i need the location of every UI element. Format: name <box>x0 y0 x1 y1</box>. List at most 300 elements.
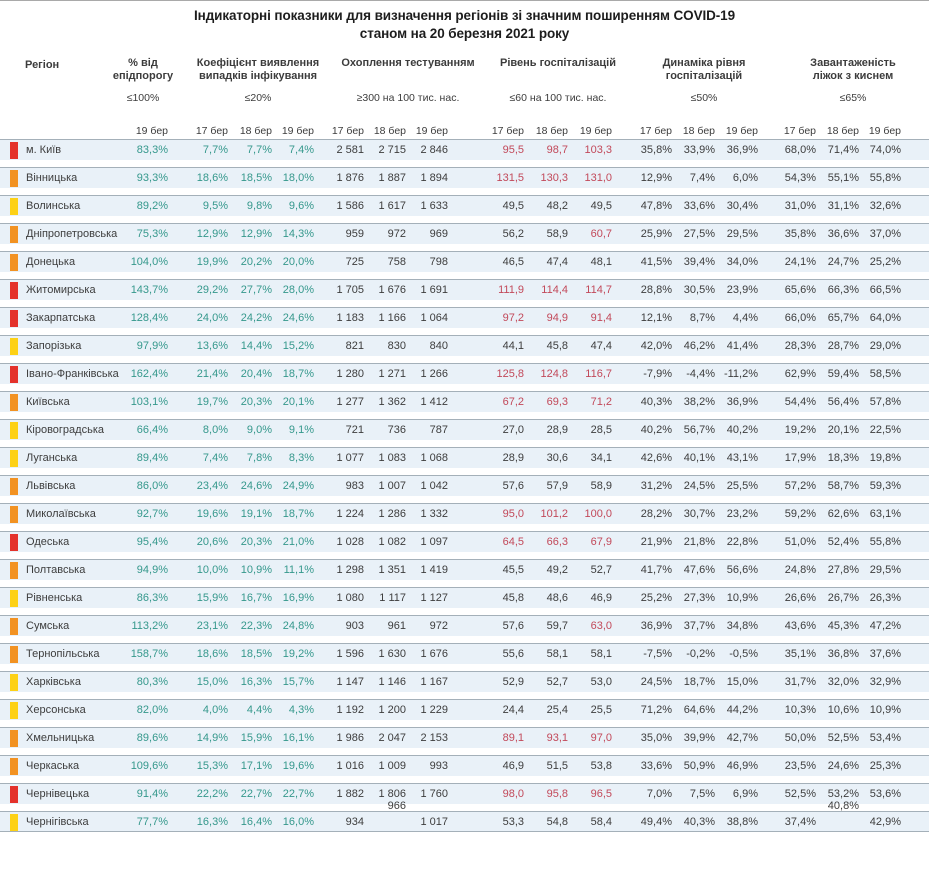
cell-testing-coverage: 821 <box>345 340 364 352</box>
cell-testing-coverage: 1 042 <box>420 480 448 492</box>
cell-detection-coef: 19,1% <box>240 508 272 520</box>
region-name: Чернівецька <box>26 788 90 800</box>
cell-detection-coef: 9,6% <box>288 200 314 212</box>
cell-epid-threshold-pct: 92,7% <box>136 508 168 520</box>
cell-epid-threshold-pct: 94,9% <box>136 564 168 576</box>
cell-detection-coef: 23,1% <box>196 620 228 632</box>
table-row <box>0 587 929 608</box>
cell-testing-coverage: 1 016 <box>336 760 364 772</box>
cell-oxygen-bed-occupancy: 19,8% <box>869 452 901 464</box>
cell-hospitalization-level: 24,4 <box>502 704 524 716</box>
cell-oxygen-bed-occupancy: 51,0% <box>784 536 816 548</box>
date-coef-19: 19 бер <box>281 125 314 137</box>
cell-hospitalization-level: 25,4 <box>546 704 568 716</box>
cell-hospitalization-dynamics: 24,5% <box>683 480 715 492</box>
threshold-bed: ≤65% <box>839 92 867 104</box>
cell-testing-coverage: 1 028 <box>336 536 364 548</box>
region-cell <box>0 504 130 525</box>
cell-hospitalization-dynamics: 36,9% <box>726 396 758 408</box>
cell-epid-threshold-pct: 77,7% <box>136 816 168 828</box>
region-name: Волинська <box>26 200 81 212</box>
cell-hospitalization-dynamics: 42,0% <box>640 340 672 352</box>
cell-hospitalization-level: 96,5 <box>590 788 612 800</box>
cell-hospitalization-level: 114,4 <box>541 284 568 296</box>
cell-testing-coverage: 1 894 <box>420 172 448 184</box>
date-test-19: 19 бер <box>415 125 448 137</box>
cell-oxygen-bed-occupancy: 22,5% <box>869 424 901 436</box>
cell-oxygen-bed-occupancy: 55,8% <box>869 536 901 548</box>
cell-oxygen-bed-occupancy: 23,5% <box>784 760 816 772</box>
region-cell <box>0 756 130 777</box>
cell-detection-coef: 22,2% <box>196 788 228 800</box>
cell-detection-coef: 21,4% <box>196 368 228 380</box>
cell-hospitalization-dynamics: 23,2% <box>726 508 758 520</box>
cell-epid-threshold-pct: 89,2% <box>136 200 168 212</box>
cell-detection-coef: 24,0% <box>196 312 228 324</box>
cell-oxygen-bed-occupancy: 57,2% <box>784 480 816 492</box>
cell-oxygen-bed-occupancy: 58,7% <box>827 480 859 492</box>
cell-testing-coverage: 2 846 <box>420 144 448 156</box>
cell-hospitalization-dynamics: 56,6% <box>726 564 758 576</box>
cell-detection-coef: 8,0% <box>202 424 228 436</box>
date-hosp-19: 19 бер <box>579 125 612 137</box>
cell-detection-coef: 19,9% <box>196 256 228 268</box>
cell-hospitalization-dynamics: 35,8% <box>640 144 672 156</box>
cell-testing-coverage: 1 082 <box>378 536 406 548</box>
cell-epid-threshold-pct: 128,4% <box>130 312 168 324</box>
cell-testing-coverage: 1 117 <box>379 592 406 604</box>
cell-hospitalization-level: 103,3 <box>584 144 612 156</box>
group-title-bed: Завантаженість ліжок з киснем <box>810 57 896 82</box>
cell-oxygen-bed-occupancy: 47,2% <box>869 620 901 632</box>
table-row <box>0 615 929 636</box>
cell-oxygen-bed-occupancy: 53,6% <box>869 788 901 800</box>
cell-detection-coef: 20,6% <box>196 536 228 548</box>
row-status-marker <box>10 758 18 775</box>
cell-testing-coverage: 1 009 <box>378 760 406 772</box>
table-row <box>0 167 929 188</box>
cell-hospitalization-level: 53,0 <box>590 676 612 688</box>
date-test-18: 18 бер <box>373 125 406 137</box>
region-cell <box>0 644 130 665</box>
cell-epid-threshold-pct: 83,3% <box>136 144 168 156</box>
cell-testing-coverage: 966 <box>387 800 406 812</box>
cell-testing-coverage: 1 183 <box>336 312 364 324</box>
cell-detection-coef: 12,9% <box>240 228 272 240</box>
cell-detection-coef: 7,7% <box>202 144 228 156</box>
cell-epid-threshold-pct: 95,4% <box>136 536 168 548</box>
cell-epid-threshold-pct: 86,0% <box>136 480 168 492</box>
region-name: Чернігівська <box>26 816 89 828</box>
cell-oxygen-bed-occupancy: 26,3% <box>869 592 901 604</box>
cell-detection-coef: 7,4% <box>288 144 314 156</box>
cell-oxygen-bed-occupancy: 71,4% <box>827 144 859 156</box>
cell-oxygen-bed-occupancy: 19,2% <box>784 424 816 436</box>
cell-detection-coef: 19,6% <box>282 760 314 772</box>
cell-detection-coef: 20,4% <box>240 368 272 380</box>
cell-testing-coverage: 1 127 <box>420 592 448 604</box>
cell-oxygen-bed-occupancy: 24,8% <box>784 564 816 576</box>
cell-hospitalization-dynamics: 41,5% <box>640 256 672 268</box>
row-status-marker <box>10 478 18 495</box>
table-row <box>0 559 929 580</box>
cell-hospitalization-dynamics: -0,5% <box>729 648 758 660</box>
cell-detection-coef: 9,8% <box>246 200 272 212</box>
region-name: Київська <box>26 396 70 408</box>
cell-hospitalization-dynamics: 33,6% <box>683 200 715 212</box>
date-row <box>0 125 929 137</box>
cell-hospitalization-level: 131,0 <box>584 172 612 184</box>
threshold-hosp: ≤60 на 100 тис. нас. <box>509 92 607 104</box>
cell-testing-coverage: 972 <box>429 620 448 632</box>
cell-hospitalization-dynamics: 28,8% <box>640 284 672 296</box>
cell-detection-coef: 8,3% <box>288 452 314 464</box>
cell-testing-coverage: 1 412 <box>420 396 448 408</box>
row-status-marker <box>10 562 18 579</box>
cell-hospitalization-level: 28,9 <box>546 424 568 436</box>
cell-hospitalization-dynamics: -11,2% <box>723 368 758 380</box>
cell-testing-coverage: 1 586 <box>336 200 364 212</box>
cell-hospitalization-level: 111,9 <box>498 284 524 296</box>
cell-hospitalization-dynamics: 40,3% <box>640 396 672 408</box>
cell-detection-coef: 19,6% <box>196 508 228 520</box>
cell-detection-coef: 24,8% <box>282 620 314 632</box>
cell-hospitalization-dynamics: 25,5% <box>726 480 758 492</box>
row-status-marker <box>10 142 18 159</box>
cell-detection-coef: 15,7% <box>282 676 314 688</box>
cell-detection-coef: 4,0% <box>202 704 228 716</box>
cell-hospitalization-level: 98,7 <box>546 144 568 156</box>
cell-detection-coef: 14,3% <box>282 228 314 240</box>
cell-oxygen-bed-occupancy: 35,8% <box>784 228 816 240</box>
cell-detection-coef: 27,7% <box>240 284 272 296</box>
cell-oxygen-bed-occupancy: 25,3% <box>869 760 901 772</box>
cell-testing-coverage: 1 146 <box>378 676 406 688</box>
cell-oxygen-bed-occupancy: 29,5% <box>869 564 901 576</box>
cell-hospitalization-level: 46,9 <box>502 760 524 772</box>
cell-detection-coef: 19,2% <box>282 648 314 660</box>
cell-testing-coverage: 983 <box>345 480 364 492</box>
cell-hospitalization-dynamics: 30,7% <box>683 508 715 520</box>
region-name: Луганська <box>26 452 78 464</box>
cell-hospitalization-level: 69,3 <box>546 396 568 408</box>
row-status-marker <box>10 394 18 411</box>
cell-detection-coef: 9,5% <box>202 200 228 212</box>
table-row <box>0 139 929 160</box>
cell-hospitalization-level: 95,5 <box>502 144 524 156</box>
cell-hospitalization-level: 49,5 <box>590 200 612 212</box>
cell-hospitalization-level: 67,9 <box>590 536 612 548</box>
threshold-coef: ≤20% <box>244 92 272 104</box>
cell-detection-coef: 14,9% <box>196 732 228 744</box>
table-row <box>0 783 929 804</box>
cell-oxygen-bed-occupancy: 27,8% <box>827 564 859 576</box>
region-cell <box>0 252 130 273</box>
region-cell <box>0 812 130 833</box>
row-status-marker <box>10 618 18 635</box>
cell-hospitalization-dynamics: 38,8% <box>726 816 758 828</box>
cell-testing-coverage: 1 362 <box>378 396 406 408</box>
cell-oxygen-bed-occupancy: 10,6% <box>827 704 859 716</box>
row-status-marker <box>10 198 18 215</box>
cell-testing-coverage: 758 <box>387 256 406 268</box>
cell-hospitalization-dynamics: 6,9% <box>732 788 758 800</box>
cell-oxygen-bed-occupancy: 40,8% <box>827 800 859 812</box>
cell-hospitalization-level: 57,6 <box>502 620 524 632</box>
table-row <box>0 251 929 272</box>
region-name: Закарпатська <box>26 312 96 324</box>
cell-epid-threshold-pct: 158,7% <box>130 648 168 660</box>
cell-hospitalization-level: 48,6 <box>546 592 568 604</box>
cell-hospitalization-dynamics: 30,4% <box>726 200 758 212</box>
row-status-marker <box>10 730 18 747</box>
cell-hospitalization-dynamics: 12,9% <box>640 172 672 184</box>
cell-detection-coef: 23,4% <box>196 480 228 492</box>
cell-testing-coverage: 1 676 <box>420 648 448 660</box>
row-status-marker <box>10 254 18 271</box>
cell-oxygen-bed-occupancy: 55,1% <box>827 172 859 184</box>
cell-oxygen-bed-occupancy: 37,0% <box>869 228 901 240</box>
cell-detection-coef: 22,7% <box>240 788 272 800</box>
cell-hospitalization-level: 28,9 <box>502 452 524 464</box>
cell-hospitalization-level: 52,7 <box>590 564 612 576</box>
date-dyn-18: 18 бер <box>682 125 715 137</box>
threshold-epid: ≤100% <box>126 92 160 104</box>
cell-hospitalization-level: 97,0 <box>590 732 612 744</box>
cell-hospitalization-dynamics: 50,9% <box>683 760 715 772</box>
cell-oxygen-bed-occupancy: 59,3% <box>869 480 901 492</box>
cell-hospitalization-dynamics: 31,2% <box>640 480 672 492</box>
date-dyn-19: 19 бер <box>725 125 758 137</box>
cell-testing-coverage: 1 760 <box>420 788 448 800</box>
cell-testing-coverage: 1 097 <box>420 536 448 548</box>
cell-detection-coef: 4,3% <box>288 704 314 716</box>
cell-oxygen-bed-occupancy: 17,9% <box>784 452 816 464</box>
date-hosp-18: 18 бер <box>535 125 568 137</box>
region-cell <box>0 588 130 609</box>
table-row <box>0 335 929 356</box>
cell-oxygen-bed-occupancy: 10,3% <box>784 704 816 716</box>
cell-hospitalization-dynamics: 12,1% <box>640 312 672 324</box>
cell-hospitalization-dynamics: 27,3% <box>683 592 715 604</box>
cell-epid-threshold-pct: 93,3% <box>136 172 168 184</box>
region-name: Рівненська <box>26 592 83 604</box>
cell-oxygen-bed-occupancy: 59,2% <box>784 508 816 520</box>
cell-testing-coverage: 959 <box>345 228 364 240</box>
cell-testing-coverage: 787 <box>429 424 448 436</box>
cell-detection-coef: 9,0% <box>246 424 272 436</box>
cell-detection-coef: 16,7% <box>240 592 272 604</box>
cell-testing-coverage: 1 876 <box>336 172 364 184</box>
cell-hospitalization-level: 25,5 <box>590 704 612 716</box>
cell-hospitalization-dynamics: 34,8% <box>726 620 758 632</box>
cell-oxygen-bed-occupancy: 32,0% <box>827 676 859 688</box>
cell-hospitalization-dynamics: 41,7% <box>640 564 672 576</box>
cell-detection-coef: 15,3% <box>196 760 228 772</box>
table-row <box>0 643 929 664</box>
cell-detection-coef: 20,2% <box>240 256 272 268</box>
cell-hospitalization-dynamics: -7,5% <box>643 648 672 660</box>
cell-hospitalization-dynamics: 30,5% <box>683 284 715 296</box>
cell-epid-threshold-pct: 109,6% <box>130 760 168 772</box>
report-title-line2: станом на 20 березня 2021 року <box>359 26 570 41</box>
cell-oxygen-bed-occupancy: 65,7% <box>827 312 859 324</box>
region-cell <box>0 476 130 497</box>
region-cell <box>0 448 130 469</box>
cell-detection-coef: 11,1% <box>283 564 314 576</box>
region-name: Вінницька <box>26 172 78 184</box>
cell-testing-coverage: 2 581 <box>336 144 364 156</box>
cell-testing-coverage: 1 166 <box>378 312 406 324</box>
table-row <box>0 419 929 440</box>
cell-epid-threshold-pct: 103,1% <box>130 396 168 408</box>
cell-hospitalization-level: 53,3 <box>502 816 524 828</box>
cell-oxygen-bed-occupancy: 62,6% <box>827 508 859 520</box>
cell-hospitalization-level: 45,8 <box>546 340 568 352</box>
cell-oxygen-bed-occupancy: 68,0% <box>784 144 816 156</box>
cell-detection-coef: 24,6% <box>240 480 272 492</box>
region-name: Дніпропетровська <box>26 228 118 240</box>
region-cell <box>0 336 130 357</box>
cell-oxygen-bed-occupancy: 31,0% <box>784 200 816 212</box>
cell-hospitalization-level: 60,7 <box>590 228 612 240</box>
cell-testing-coverage: 725 <box>345 256 364 268</box>
cell-testing-coverage: 1 083 <box>378 452 406 464</box>
cell-hospitalization-dynamics: 40,1% <box>683 452 715 464</box>
cell-oxygen-bed-occupancy: 53,2% <box>827 788 859 800</box>
cell-hospitalization-dynamics: 38,2% <box>683 396 715 408</box>
cell-testing-coverage: 961 <box>387 620 406 632</box>
cell-hospitalization-level: 52,9 <box>502 676 524 688</box>
cell-detection-coef: 18,6% <box>196 648 228 660</box>
cell-testing-coverage: 1 080 <box>336 592 364 604</box>
row-status-marker <box>10 590 18 607</box>
cell-oxygen-bed-occupancy: 26,7% <box>827 592 859 604</box>
region-cell <box>0 532 130 553</box>
cell-detection-coef: 12,9% <box>196 228 228 240</box>
row-status-marker <box>10 226 18 243</box>
cell-oxygen-bed-occupancy: 56,4% <box>827 396 859 408</box>
cell-oxygen-bed-occupancy: 50,0% <box>784 732 816 744</box>
cell-testing-coverage: 1 887 <box>378 172 406 184</box>
cell-hospitalization-dynamics: 7,0% <box>646 788 672 800</box>
cell-epid-threshold-pct: 143,7% <box>130 284 168 296</box>
cell-testing-coverage: 1 007 <box>378 480 406 492</box>
region-name: Одеська <box>26 536 70 548</box>
cell-hospitalization-level: 28,5 <box>590 424 612 436</box>
cell-hospitalization-dynamics: 40,2% <box>640 424 672 436</box>
region-cell <box>0 168 130 189</box>
region-name: Житомирська <box>26 284 96 296</box>
cell-hospitalization-level: 95,8 <box>546 788 568 800</box>
cell-testing-coverage: 840 <box>429 340 448 352</box>
cell-testing-coverage: 721 <box>345 424 364 436</box>
cell-testing-coverage: 1 077 <box>336 452 364 464</box>
cell-epid-threshold-pct: 75,3% <box>136 228 168 240</box>
table-row <box>0 307 929 328</box>
cell-testing-coverage: 1 017 <box>420 816 448 828</box>
cell-oxygen-bed-occupancy: 65,6% <box>784 284 816 296</box>
cell-hospitalization-dynamics: 36,9% <box>640 620 672 632</box>
cell-hospitalization-level: 48,2 <box>546 200 568 212</box>
cell-detection-coef: 15,9% <box>240 732 272 744</box>
cell-oxygen-bed-occupancy: 31,1% <box>827 200 859 212</box>
cell-hospitalization-dynamics: 49,4% <box>640 816 672 828</box>
cell-oxygen-bed-occupancy: 28,7% <box>827 340 859 352</box>
cell-detection-coef: 7,7% <box>246 144 272 156</box>
cell-oxygen-bed-occupancy: 59,4% <box>827 368 859 380</box>
cell-hospitalization-dynamics: 21,9% <box>640 536 672 548</box>
cell-oxygen-bed-occupancy: 45,3% <box>827 620 859 632</box>
cell-testing-coverage: 1 351 <box>378 564 406 576</box>
cell-hospitalization-dynamics: 39,9% <box>683 732 715 744</box>
region-cell <box>0 560 130 581</box>
cell-detection-coef: 22,7% <box>282 788 314 800</box>
cell-hospitalization-level: 45,5 <box>502 564 524 576</box>
cell-detection-coef: 4,4% <box>246 704 272 716</box>
cell-epid-threshold-pct: 80,3% <box>136 676 168 688</box>
row-status-marker <box>10 338 18 355</box>
cell-hospitalization-level: 27,0 <box>502 424 524 436</box>
cell-oxygen-bed-occupancy: 24,6% <box>827 760 859 772</box>
cell-hospitalization-level: 131,5 <box>496 172 524 184</box>
cell-hospitalization-level: 89,1 <box>502 732 524 744</box>
cell-hospitalization-dynamics: 43,1% <box>726 452 758 464</box>
cell-hospitalization-dynamics: 35,0% <box>640 732 672 744</box>
cell-hospitalization-level: 66,3 <box>546 536 568 548</box>
cell-detection-coef: 17,1% <box>240 760 272 772</box>
cell-hospitalization-level: 56,2 <box>502 228 524 240</box>
row-status-marker <box>10 702 18 719</box>
cell-hospitalization-dynamics: -4,4% <box>686 368 715 380</box>
cell-oxygen-bed-occupancy: 64,0% <box>869 312 901 324</box>
cell-epid-threshold-pct: 66,4% <box>136 424 168 436</box>
cell-detection-coef: 13,6% <box>196 340 228 352</box>
cell-epid-threshold-pct: 86,3% <box>136 592 168 604</box>
cell-detection-coef: 16,1% <box>282 732 314 744</box>
row-status-marker <box>10 814 18 831</box>
cell-oxygen-bed-occupancy: 29,0% <box>869 340 901 352</box>
cell-testing-coverage: 1 691 <box>420 284 448 296</box>
region-cell <box>0 280 130 301</box>
cell-testing-coverage: 1 224 <box>336 508 364 520</box>
cell-detection-coef: 18,7% <box>282 368 314 380</box>
cell-oxygen-bed-occupancy: 66,0% <box>784 312 816 324</box>
row-status-marker <box>10 786 18 803</box>
cell-oxygen-bed-occupancy: 24,1% <box>784 256 816 268</box>
cell-testing-coverage: 1 277 <box>336 396 364 408</box>
row-status-marker <box>10 170 18 187</box>
region-cell <box>0 224 130 245</box>
cell-oxygen-bed-occupancy: 32,9% <box>869 676 901 688</box>
cell-hospitalization-dynamics: 47,8% <box>640 200 672 212</box>
table-row <box>0 279 929 300</box>
region-cell <box>0 616 130 637</box>
column-header-region: Регіон <box>25 59 60 71</box>
cell-hospitalization-dynamics: 7,4% <box>689 172 715 184</box>
cell-detection-coef: 15,9% <box>196 592 228 604</box>
cell-oxygen-bed-occupancy: 52,5% <box>827 732 859 744</box>
cell-hospitalization-level: 63,0 <box>590 620 612 632</box>
cell-hospitalization-dynamics: 7,5% <box>689 788 715 800</box>
cell-oxygen-bed-occupancy: 54,4% <box>784 396 816 408</box>
cell-detection-coef: 18,5% <box>240 648 272 660</box>
cell-oxygen-bed-occupancy: 28,3% <box>784 340 816 352</box>
cell-oxygen-bed-occupancy: 58,5% <box>869 368 901 380</box>
cell-testing-coverage: 1 064 <box>420 312 448 324</box>
cell-epid-threshold-pct: 113,2% <box>131 620 168 632</box>
cell-detection-coef: 18,7% <box>282 508 314 520</box>
